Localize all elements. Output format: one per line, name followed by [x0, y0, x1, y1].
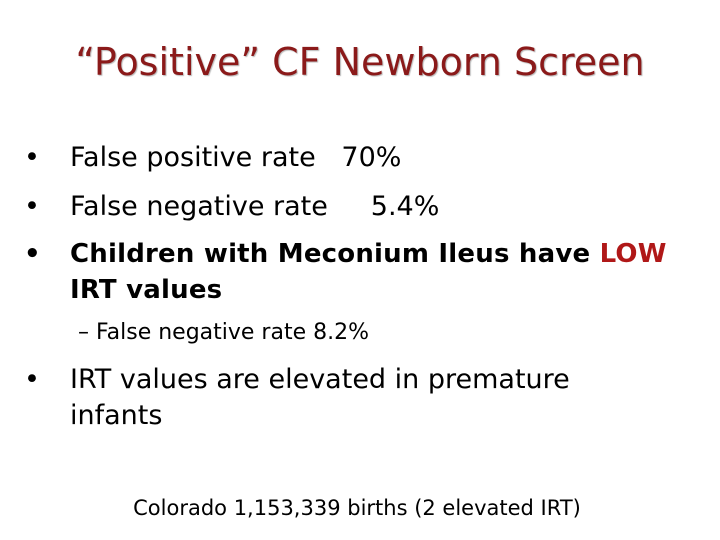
bullet-marker: •: [24, 239, 41, 269]
bullet-text: False negative rate 5.4%: [70, 191, 440, 222]
sub-bullet-marker: –: [78, 320, 89, 345]
sub-bullet-text: False negative rate 8.2%: [96, 320, 370, 345]
bullet-marker: •: [24, 364, 40, 395]
slide-title: “Positive” CF Newborn Screen: [75, 40, 645, 84]
bullet-marker: •: [24, 142, 40, 173]
bullet-text-line2: infants: [70, 400, 163, 431]
highlight-low: LOW: [599, 239, 667, 269]
footer-note: Colorado 1,153,339 births (2 elevated IRT): [133, 496, 581, 520]
bullet-text-prefix: Children with Meconium Ileus have: [70, 239, 600, 269]
sub-bullet: [78, 318, 369, 348]
bullet-marker: •: [24, 191, 40, 222]
bullet-text-line1: IRT values are elevated in premature: [70, 364, 570, 395]
bullet-text-line2: IRT values: [70, 275, 223, 305]
bullet-text: [70, 362, 570, 434]
bullet-text: False positive rate 70%: [70, 142, 402, 173]
bullet-text: [70, 236, 667, 308]
